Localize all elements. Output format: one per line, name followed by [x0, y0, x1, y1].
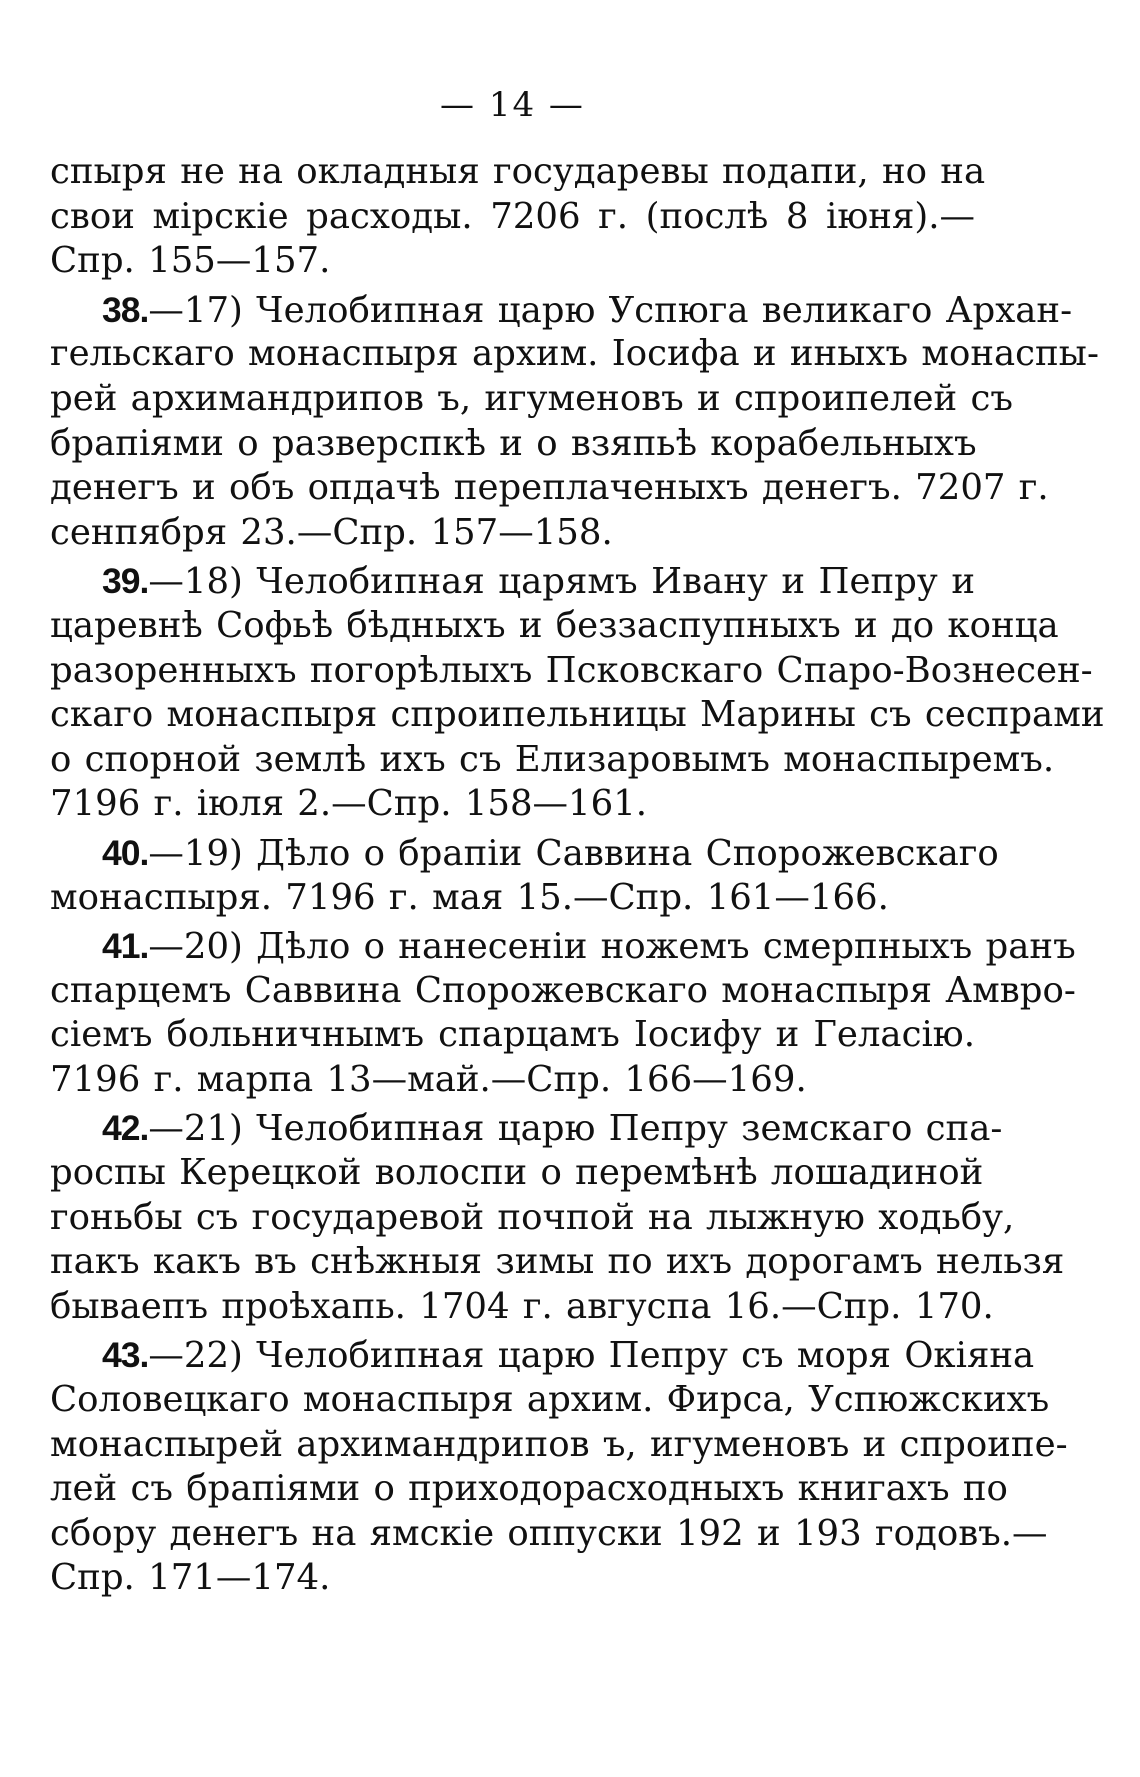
text-line: спарцемъ Саввина Спорожевскаго монаспыря Амвро-	[50, 969, 1076, 1011]
entry-text: —19) Дѣло о брапіи Саввина Спорожевскаго	[148, 832, 999, 874]
entry-first-line	[50, 831, 999, 876]
text-line: пакъ какъ въ снѣжныя зимы по ихъ дорогамъ нельзя	[50, 1241, 1065, 1283]
text-line: 7196 г. іюля 2.—Спр. 158—161.	[50, 783, 648, 825]
entry-text: —22) Челобипная царю Пепру съ моря Окіяна	[148, 1335, 1035, 1377]
entry-first-line	[50, 288, 1073, 333]
entry-text: —20) Дѣло о нанесеніи ножемъ смерпныхъ ранъ	[148, 926, 1076, 968]
text-line: гоньбы съ государевой почпой на лыжную ходьбу,	[50, 1196, 1015, 1238]
text-line: монаспыря. 7196 г. мая 15.—Спр. 161—166.	[50, 876, 889, 918]
entry-first-line	[50, 1333, 1035, 1378]
entry-39	[50, 559, 1105, 827]
text-line: бываепъ проѣхапь. 1704 г. авгуспа 16.—Спр. 170.	[50, 1285, 994, 1327]
entry-43	[50, 1333, 1068, 1601]
entry-number: 41.	[102, 926, 149, 967]
text-line: свои мірскіе расходы. 7206 г. (послѣ 8 іюня).—	[50, 195, 975, 237]
page-number: — 14 —	[440, 85, 585, 125]
text-line: сіемъ больничнымъ спарцамъ Іосифу и Геласію.	[50, 1014, 975, 1056]
text-line: монаспырей архимандрипов ъ, игуменовъ и спроипе-	[50, 1423, 1068, 1465]
text-line: царевнѣ Софьѣ бѣдныхъ и беззаспупныхъ и до конца	[50, 604, 1059, 646]
text-line: скаго монаспыря спроипельницы Марины съ сеспрами	[50, 694, 1105, 736]
entry-first-line	[50, 924, 1076, 969]
entry-text: —21) Челобипная царю Пепру земскаго спа-	[148, 1108, 1003, 1150]
text-line: о спорной землѣ ихъ съ Елизаровымъ монаспыремъ.	[50, 738, 1055, 780]
text-line: Спр. 171—174.	[50, 1557, 331, 1599]
entry-38	[50, 288, 1099, 556]
entry-text: —18) Челобипная царямъ Ивану и Пепру и	[148, 561, 975, 603]
text-line: рей архимандрипов ъ, игуменовъ и спроипелей съ	[50, 377, 1013, 419]
entry-first-line	[50, 1106, 1003, 1151]
text-line: денегъ и объ опдачѣ переплаченыхъ денегъ. 7207 г.	[50, 467, 1049, 509]
entry-text: —17) Челобипная царю Успюга великаго Архан-	[148, 289, 1073, 331]
text-line: сбору денегъ на ямскіе оппуски 192 и 193 годовъ.—	[50, 1512, 1048, 1554]
text-line: лей съ брапіями о приходорасходныхъ книгахъ по	[50, 1468, 1008, 1510]
text-line: гельскаго монаспыря архим. Іосифа и иныхъ монаспы-	[50, 333, 1099, 375]
entry-number: 38.	[102, 289, 149, 330]
text-line: 7196 г. марпа 13—май.—Спр. 166—169.	[50, 1058, 807, 1100]
text-line: Спр. 155—157.	[50, 240, 331, 282]
text-line: роспы Керецкой волоспи о перемѣнѣ лошадиной	[50, 1152, 984, 1194]
entry-42	[50, 1106, 1065, 1329]
entry-number: 40.	[102, 832, 149, 873]
text-line: Соловецкаго монаспыря архим. Фирса, Успюжскихъ	[50, 1379, 1050, 1421]
entry-41	[50, 924, 1076, 1102]
text-line: брапіями о разверспкѣ и о взяпьѣ корабельныхъ	[50, 422, 977, 464]
document-page	[50, 60, 1105, 1601]
text-line: сенпября 23.—Спр. 157—158.	[50, 511, 613, 553]
text-line: разоренныхъ погорѣлыхъ Псковскаго Спаро-Вознесен-	[50, 649, 1093, 691]
entry-number: 43.	[102, 1335, 149, 1376]
entry-number: 42.	[102, 1108, 149, 1149]
text-line: спыря не на окладныя государевы подапи, но на	[50, 151, 986, 192]
continuation-paragraph	[50, 150, 986, 284]
entry-number: 39.	[102, 561, 149, 602]
entry-first-line	[50, 559, 975, 604]
entry-40	[50, 831, 999, 920]
